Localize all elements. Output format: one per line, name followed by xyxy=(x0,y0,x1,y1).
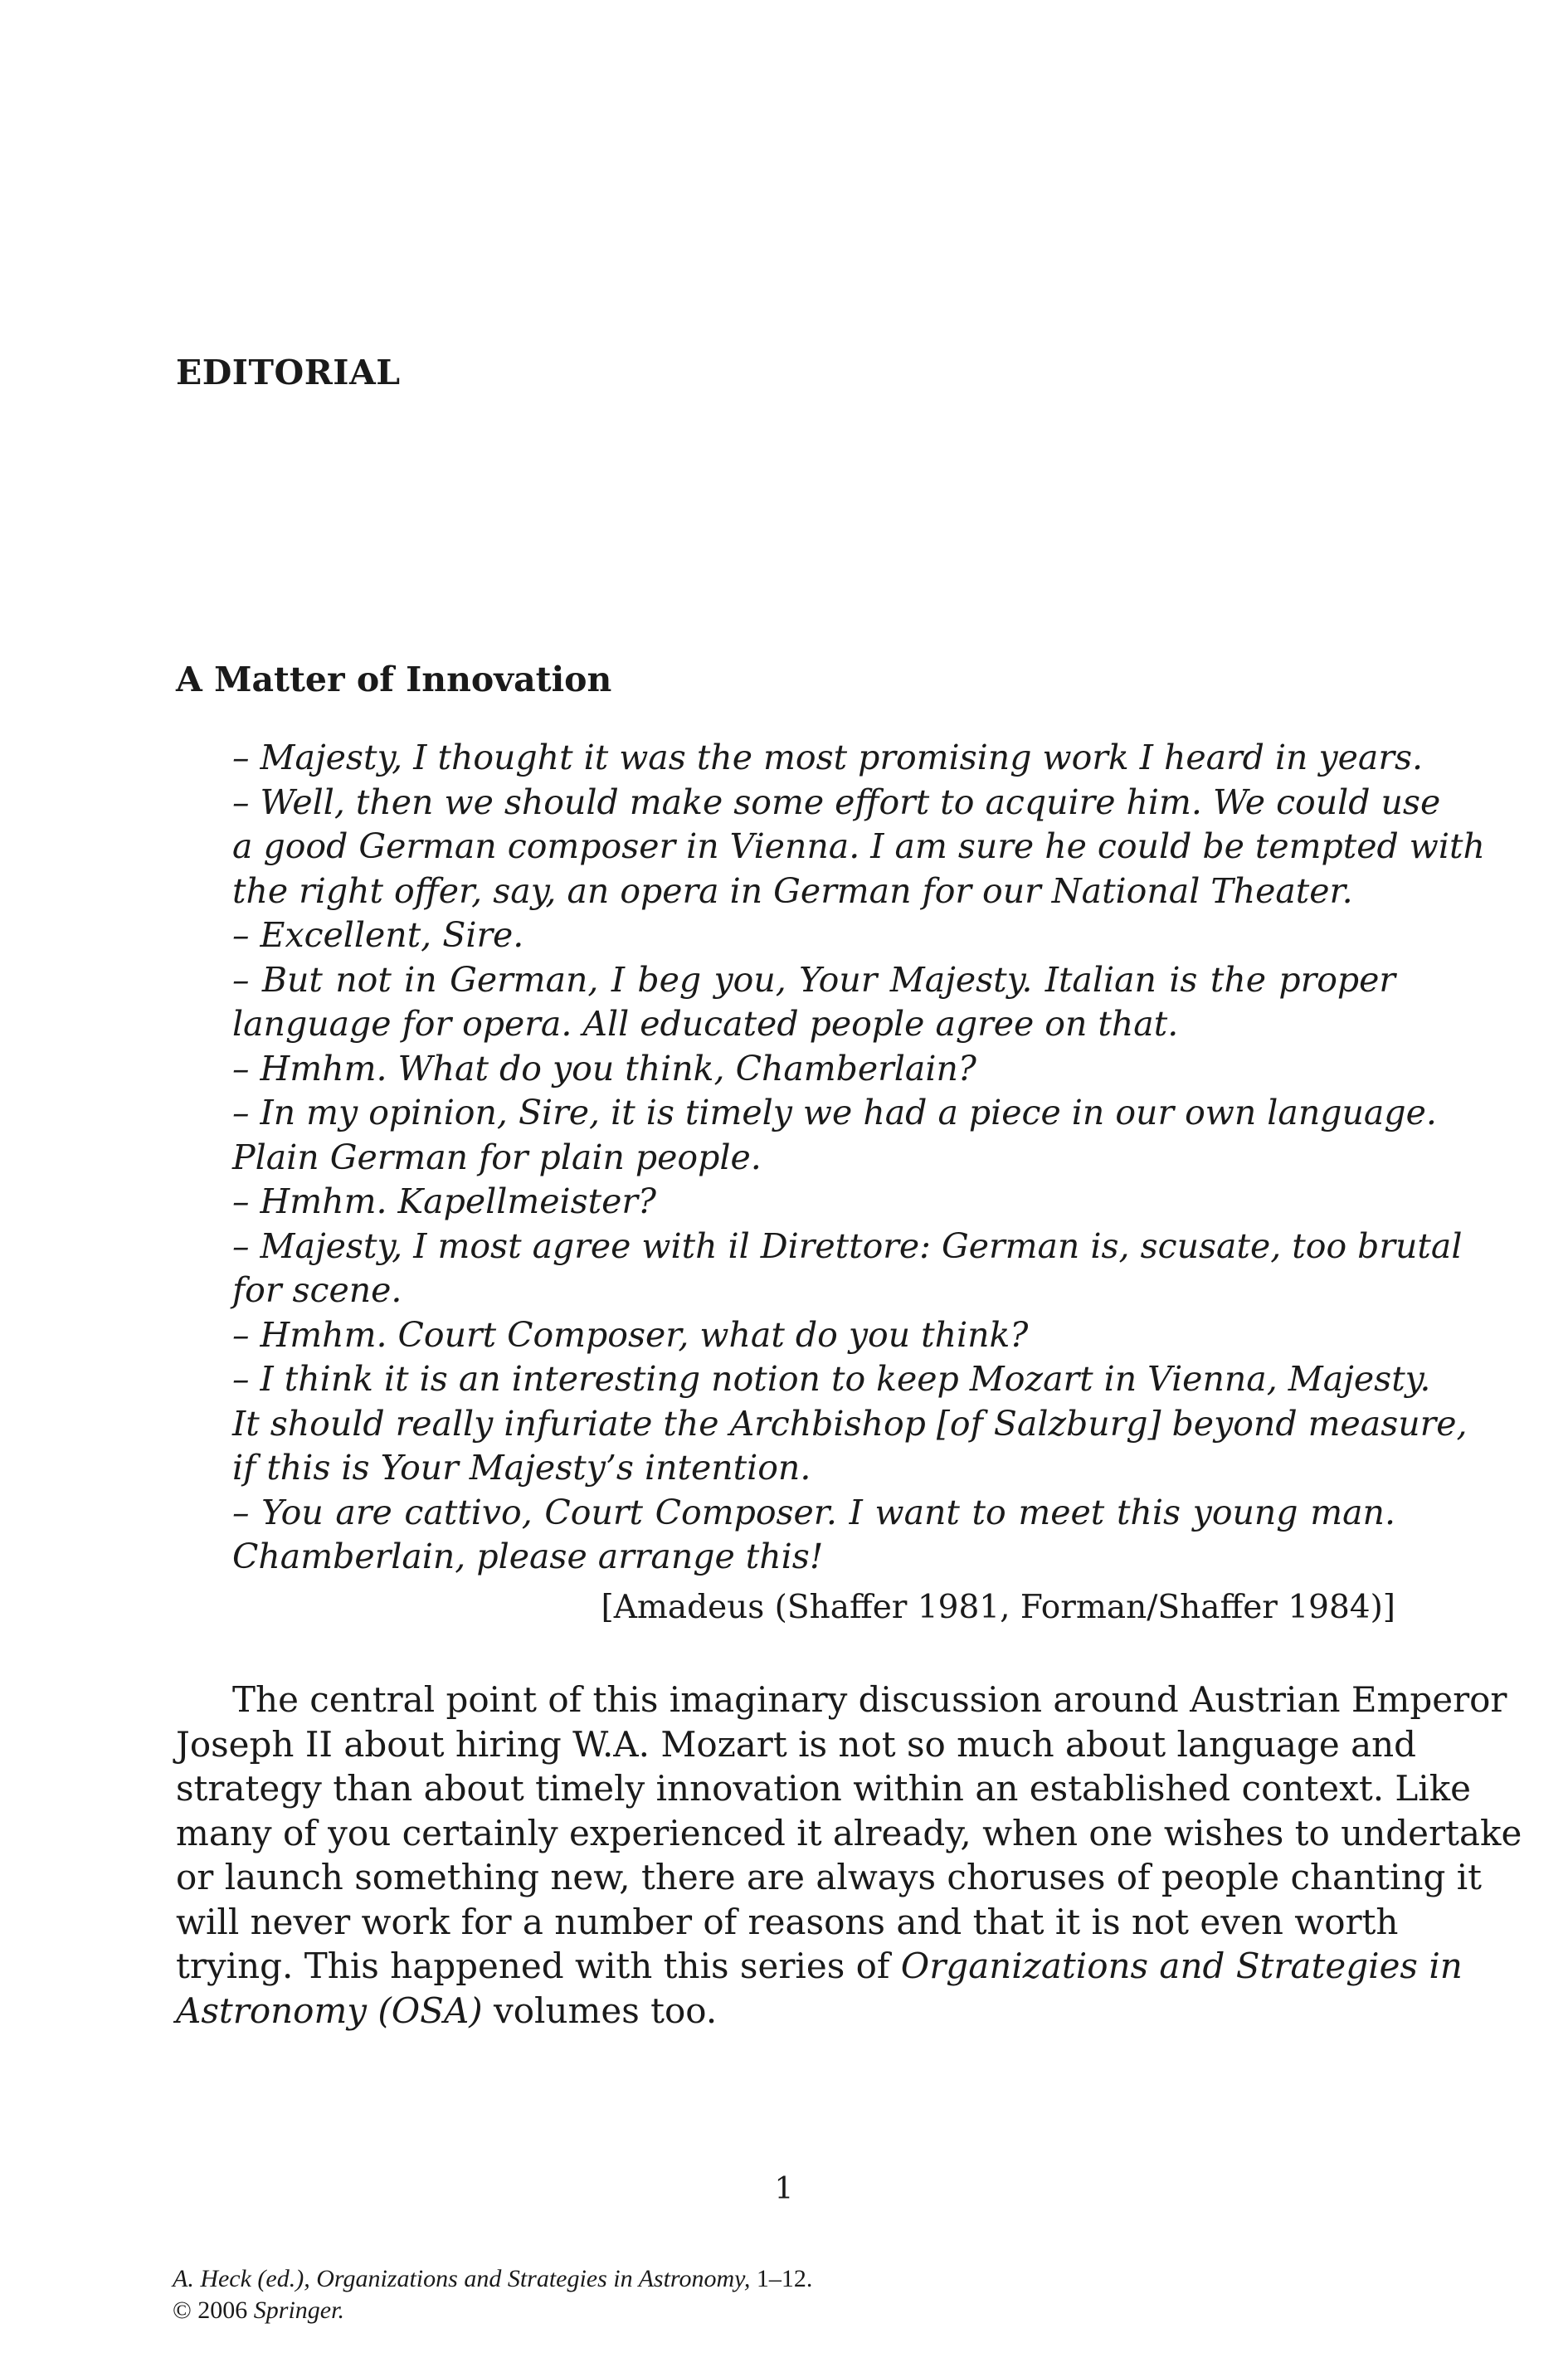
dialogue-line: – Excellent, Sire. xyxy=(232,915,524,955)
body-line: The central point of this imaginary discussion around Austrian Emperor xyxy=(232,1679,1507,1720)
dialogue-line: – Well, then we should make some effort to acquire him. We could use xyxy=(232,782,1441,822)
citation-source: A. Heck (ed.), Organizations and Strategies in Astronomy, xyxy=(173,2265,751,2292)
dialogue-line: – Hmhm. What do you think, Chamberlain? xyxy=(232,1048,976,1089)
dialogue-line: – Majesty, I thought it was the most promising work I heard in years. xyxy=(232,738,1424,777)
article-title: A Matter of Innovation xyxy=(176,660,612,699)
copyright-text: © 2006 xyxy=(173,2297,254,2324)
dialogue-line: if this is Your Majesty’s intention. xyxy=(232,1448,811,1488)
section-heading: EDITORIAL xyxy=(176,353,401,392)
dialogue-epigraph xyxy=(232,736,1485,1580)
body-line: Joseph II about hiring W.A. Mozart is not so much about language and xyxy=(176,1723,1417,1765)
dialogue-line: – Hmhm. Kapellmeister? xyxy=(232,1181,656,1221)
epigraph-attribution: [Amadeus (Shaffer 1981, Forman/Shaffer 1984)] xyxy=(601,1589,1395,1626)
dialogue-line: It should really infuriate the Archbishop [of Salzburg] beyond measure, xyxy=(232,1403,1468,1444)
dialogue-line: Plain German for plain people. xyxy=(232,1137,762,1177)
body-line-text: volumes too. xyxy=(482,1990,718,2031)
dialogue-line: – Hmhm. Court Composer, what do you think? xyxy=(232,1314,1029,1355)
dialogue-line: a good German composer in Vienna. I am sure he could be tempted with xyxy=(232,826,1485,866)
body-line-text: trying. This happened with this series of xyxy=(176,1946,901,1986)
dialogue-line: – You are cattivo, Court Composer. I want to meet this young man. xyxy=(232,1492,1395,1532)
citation-line xyxy=(173,2263,812,2295)
dialogue-line: – In my opinion, Sire, it is timely we had a piece in our own language. xyxy=(232,1093,1437,1132)
body-line: many of you certainly experienced it already, when one wishes to undertake xyxy=(176,1812,1522,1853)
body-line xyxy=(176,1944,1463,1989)
citation-footer xyxy=(173,2263,812,2326)
body-paragraph xyxy=(176,1678,1522,2033)
dialogue-line: – I think it is an interesting notion to keep Mozart in Vienna, Majesty. xyxy=(232,1359,1431,1399)
dialogue-line: – Majesty, I most agree with il Direttore: German is, scusate, too brutal xyxy=(232,1225,1463,1266)
series-title-italic: Astronomy (OSA) xyxy=(176,1990,483,2031)
dialogue-line: language for opera. All educated people agree on that. xyxy=(232,1004,1179,1044)
series-title-italic: Organizations and Strategies in xyxy=(900,1946,1463,1986)
copyright-line xyxy=(173,2295,812,2326)
publisher-name: Springer. xyxy=(253,2297,344,2324)
body-line: or launch something new, there are always choruses of people chanting it xyxy=(176,1857,1483,1897)
dialogue-line: Chamberlain, please arrange this! xyxy=(232,1537,824,1576)
body-line: will never work for a number of reasons and that it is not even worth xyxy=(176,1901,1399,1942)
page-number: 1 xyxy=(774,2172,794,2206)
dialogue-line: for scene. xyxy=(232,1270,402,1310)
body-line xyxy=(176,1989,1395,2033)
dialogue-line: – But not in German, I beg you, Your Majesty. Italian is the proper xyxy=(232,959,1395,1000)
body-line: strategy than about timely innovation within an established context. Like xyxy=(176,1768,1472,1809)
citation-pages: 1–12. xyxy=(750,2265,813,2292)
dialogue-line: the right offer, say, an opera in German for our National Theater. xyxy=(232,870,1353,911)
